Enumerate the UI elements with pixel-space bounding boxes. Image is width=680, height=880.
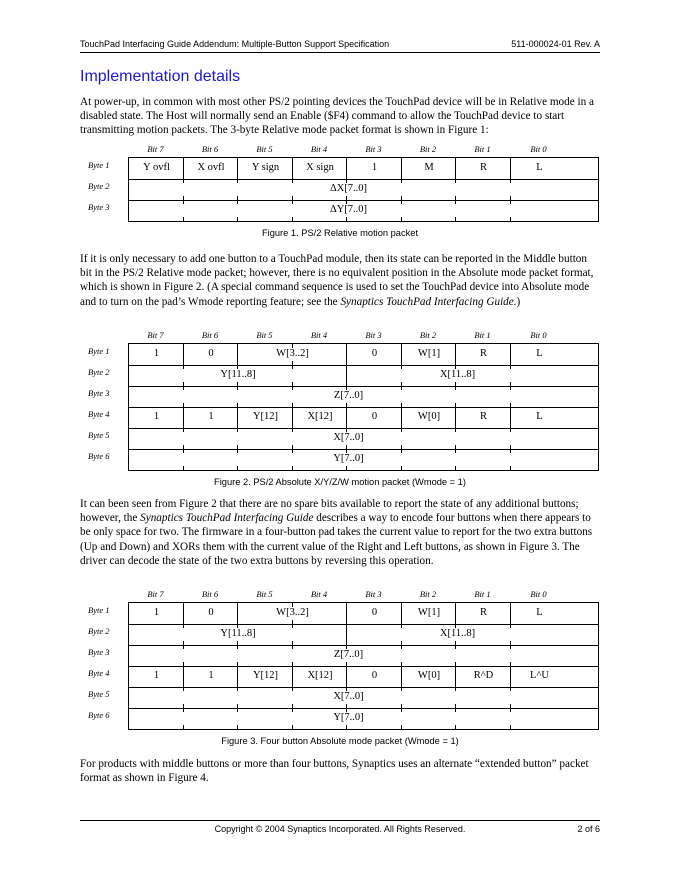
bit-label: Bit 5 [256,330,273,340]
bit-field-cell: Y[11..8] [220,369,256,380]
guide-reference: Synaptics TouchPad Interfacing Guide [140,512,314,525]
byte-label: Byte 2 [88,181,110,191]
bit-tick [455,217,456,221]
bit-field-cell: Y[11..8] [220,628,256,639]
cell-divider [510,407,511,428]
bit-field-cell: 1 [371,162,378,173]
bit-field-cell: M [424,162,434,173]
cell-divider [455,666,456,687]
bit-tick [292,344,293,348]
bit-field-cell: W[0] [417,670,441,681]
cell-divider [346,344,347,365]
bit-label: Bit 7 [147,144,164,154]
bit-field-cell: W[1] [417,607,441,618]
cell-divider [455,407,456,428]
cell-divider [401,344,402,365]
bit-tick [292,217,293,221]
bit-field-cell: W[3..2] [276,348,309,359]
byte-row [129,428,598,449]
cell-divider [183,407,184,428]
bit-label: Bit 3 [365,330,382,340]
bit-field-cell: W[3..2] [276,607,309,618]
bit-field-cell: 0 [371,348,378,359]
bit-field-cell: L^U [530,670,549,681]
bit-tick [401,466,402,470]
bit-tick [455,725,456,729]
cell-divider [346,603,347,624]
bit-field-cell: 1 [153,607,160,618]
row-divider [129,407,598,408]
row-divider [129,428,598,429]
byte-row [129,200,598,221]
bit-label: Bit 1 [474,330,491,340]
byte-row [129,687,598,708]
bit-tick [183,217,184,221]
bit-field-cell: ΔY[7..0] [329,204,368,215]
bit-field-cell: Z[7..0] [333,390,364,401]
header-doc-number: 511-000024-01 Rev. A [511,39,600,49]
byte-label: Byte 6 [88,710,110,720]
cell-divider [183,158,184,179]
row-divider [129,666,598,667]
byte-label: Byte 3 [88,202,110,212]
byte-row [129,624,598,645]
cell-divider [346,158,347,179]
byte-label: Byte 1 [88,346,110,356]
cell-divider [237,666,238,687]
bit-field-cell: 0 [371,670,378,681]
cell-divider [237,158,238,179]
footer-copyright: Copyright © 2004 Synaptics Incorporated. All Rights Reserved. [214,824,466,834]
bit-field-cell: W[0] [417,411,441,422]
row-divider [129,624,598,625]
row-divider [129,200,598,201]
bit-field-cell: 0 [371,411,378,422]
footer-rule [80,820,600,821]
paragraph-3: It can been seen from Figure 2 that there are no spare bits available to report the state of any additional buttons; however, the Synaptics TouchPad Interfacing Guide describes a way to encode four buttons when there appears to be only space for two. The firmware in a four-button pad takes the current value to report for the two extra buttons (Up and Down) and XORs them with the current value of the Right and Left buttons, as shown in Figure 3. The driver can decode the state of the two extra buttons by reversing this operation. [80,498,593,567]
byte-row [129,179,598,200]
header-title: TouchPad Interfacing Guide Addendum: Multiple-Button Support Specification [80,39,390,49]
bit-label: Bit 5 [256,144,273,154]
figure-caption: Figure 3. Four button Absolute mode packet (Wmode = 1) [221,736,459,746]
packet-grid [128,343,599,471]
cell-divider [346,624,347,645]
paragraph-4: For products with middle buttons or more than four buttons, Synaptics uses an alternate “extended button” packet format as shown in Figure 4. [80,758,589,785]
bit-label: Bit 4 [310,330,328,340]
cell-divider [510,158,511,179]
footer-page-number: 2 of 6 [577,824,600,834]
bit-field-cell: R [479,348,487,359]
byte-label: Byte 2 [88,367,110,377]
cell-divider [346,407,347,428]
paragraph-2: If it is only necessary to add one button to a TouchPad module, then its state can be reported in the Middle button bit in the PS/2 Relative mode packet; however, there is no equivalent position in the Absolute mode packet format, which is shown in Figure 2. (A special command sequence is used to set the TouchPad device into Absolute mode and to turn on the pad’s Wmode reporting feature; see the Synaptics TouchPad Interfacing Guide.) [80,253,594,308]
bit-field-cell: R [479,411,487,422]
bit-field-cell: 0 [208,348,214,359]
bit-field-cell: L [536,411,543,422]
byte-label: Byte 5 [88,430,110,440]
bit-field-cell: 1 [153,411,160,422]
byte-label: Byte 1 [88,160,110,170]
bit-field-cell: Z[7..0] [333,649,364,660]
cell-divider [292,666,293,687]
bit-label: Bit 0 [530,330,547,340]
bit-field-cell: 1 [208,670,214,681]
bit-field-cell: L [536,607,543,618]
byte-row [129,645,598,666]
row-divider [129,386,598,387]
bit-tick [237,217,238,221]
cell-divider [401,603,402,624]
byte-label: Byte 6 [88,451,110,461]
page-header [80,39,600,49]
cell-divider [292,407,293,428]
bit-tick [510,725,511,729]
bit-field-cell: ΔX[7..0] [329,183,368,194]
byte-label: Byte 4 [88,409,110,419]
cell-divider [510,666,511,687]
section-title: Implementation details [80,68,241,85]
bit-label: Bit 6 [201,330,219,340]
bit-label: Bit 2 [419,330,437,340]
byte-row [129,666,598,687]
bit-tick [510,217,511,221]
cell-divider [455,344,456,365]
byte-row [129,386,598,407]
cell-divider [292,158,293,179]
header-rule [80,52,600,53]
bit-field-cell: Y[12] [252,411,279,422]
cell-divider [401,407,402,428]
bit-tick [455,466,456,470]
bit-field-cell: X ovfl [197,162,225,173]
bit-label: Bit 2 [419,144,437,154]
cell-divider [510,344,511,365]
bit-label: Bit 0 [530,589,547,599]
bit-header-row [80,144,600,156]
cell-divider [346,666,347,687]
byte-row [129,158,598,179]
byte-label: Byte 4 [88,668,110,678]
packet-grid [128,602,599,730]
bit-tick [346,466,347,470]
bit-field-cell: 0 [371,607,378,618]
bit-tick [292,466,293,470]
bit-field-cell: Y ovfl [143,162,170,173]
byte-label: Byte 5 [88,689,110,699]
packet-grid [128,157,599,222]
bit-label: Bit 3 [365,589,382,599]
bit-field-cell: 1 [208,411,214,422]
guide-reference: Synaptics TouchPad Interfacing Guide. [340,295,517,308]
bit-tick [237,466,238,470]
byte-row [129,344,598,365]
bit-label: Bit 1 [474,144,491,154]
bit-label: Bit 1 [474,589,491,599]
cell-divider [401,158,402,179]
figure-caption: Figure 2. PS/2 Absolute X/Y/Z/W motion packet (Wmode = 1) [214,477,466,487]
row-divider [129,645,598,646]
bit-tick [183,725,184,729]
byte-label: Byte 1 [88,605,110,615]
bit-field-cell: 0 [208,607,214,618]
bit-field-cell: Y[12] [252,670,279,681]
row-divider [129,365,598,366]
bit-tick [183,466,184,470]
bit-field-cell: R [479,162,487,173]
bit-field-cell: R [479,607,487,618]
paragraph-1: At power-up, in common with most other PS/2 pointing devices the TouchPad device will be in Relative mode in a disabled state. The Host will normally send an Enable ($F4) command to allow the TouchPad device to start transmitting motion packets. The 3-byte Relative mode packet format is shown in Figure 1: [80,96,594,137]
cell-divider [510,603,511,624]
byte-row [129,407,598,428]
bit-field-cell: X[12] [307,670,333,681]
cell-divider [455,603,456,624]
bit-field-cell: W[1] [417,348,441,359]
cell-divider [237,344,238,365]
bit-label: Bit 4 [310,144,328,154]
cell-divider [183,603,184,624]
bit-tick [401,217,402,221]
byte-row [129,449,598,470]
bit-field-cell: X[11..8] [439,628,476,639]
bit-field-cell: L [536,162,543,173]
bit-field-cell: L [536,348,543,359]
byte-label: Byte 2 [88,626,110,636]
bit-field-cell: Y sign [251,162,280,173]
bit-field-cell: Y[7..0] [333,453,364,464]
bit-label: Bit 6 [201,589,219,599]
bit-field-cell: X[11..8] [439,369,476,380]
row-divider [129,449,598,450]
row-divider [129,687,598,688]
byte-label: Byte 3 [88,388,110,398]
cell-divider [237,407,238,428]
bit-field-cell: X[12] [307,411,333,422]
bit-tick [346,217,347,221]
bit-label: Bit 6 [201,144,219,154]
cell-divider [183,344,184,365]
bit-field-cell: 1 [153,670,160,681]
byte-row [129,365,598,386]
byte-label: Byte 3 [88,647,110,657]
bit-tick [346,725,347,729]
bit-field-cell: X sign [306,162,334,173]
row-divider [129,708,598,709]
bit-tick [401,725,402,729]
bit-label: Bit 5 [256,589,273,599]
bit-label: Bit 3 [365,144,382,154]
bit-label: Bit 2 [419,589,437,599]
byte-row [129,603,598,624]
bit-label: Bit 4 [310,589,328,599]
cell-divider [455,158,456,179]
cell-divider [401,666,402,687]
bit-label: Bit 0 [530,144,547,154]
bit-tick [292,725,293,729]
cell-divider [346,365,347,386]
cell-divider [237,603,238,624]
byte-row [129,708,598,729]
bit-tick [237,725,238,729]
bit-tick [510,466,511,470]
bit-field-cell: 1 [153,348,160,359]
bit-field-cell: X[7..0] [333,691,364,702]
cell-divider [183,666,184,687]
bit-label: Bit 7 [147,330,164,340]
bit-field-cell: X[7..0] [333,432,364,443]
figure-caption: Figure 1. PS/2 Relative motion packet [261,228,419,238]
bit-header-row [80,589,600,601]
bit-tick [292,603,293,607]
bit-header-row [80,330,600,342]
row-divider [129,179,598,180]
bit-field-cell: Y[7..0] [333,712,364,723]
bit-field-cell: R^D [473,670,494,681]
bit-label: Bit 7 [147,589,164,599]
